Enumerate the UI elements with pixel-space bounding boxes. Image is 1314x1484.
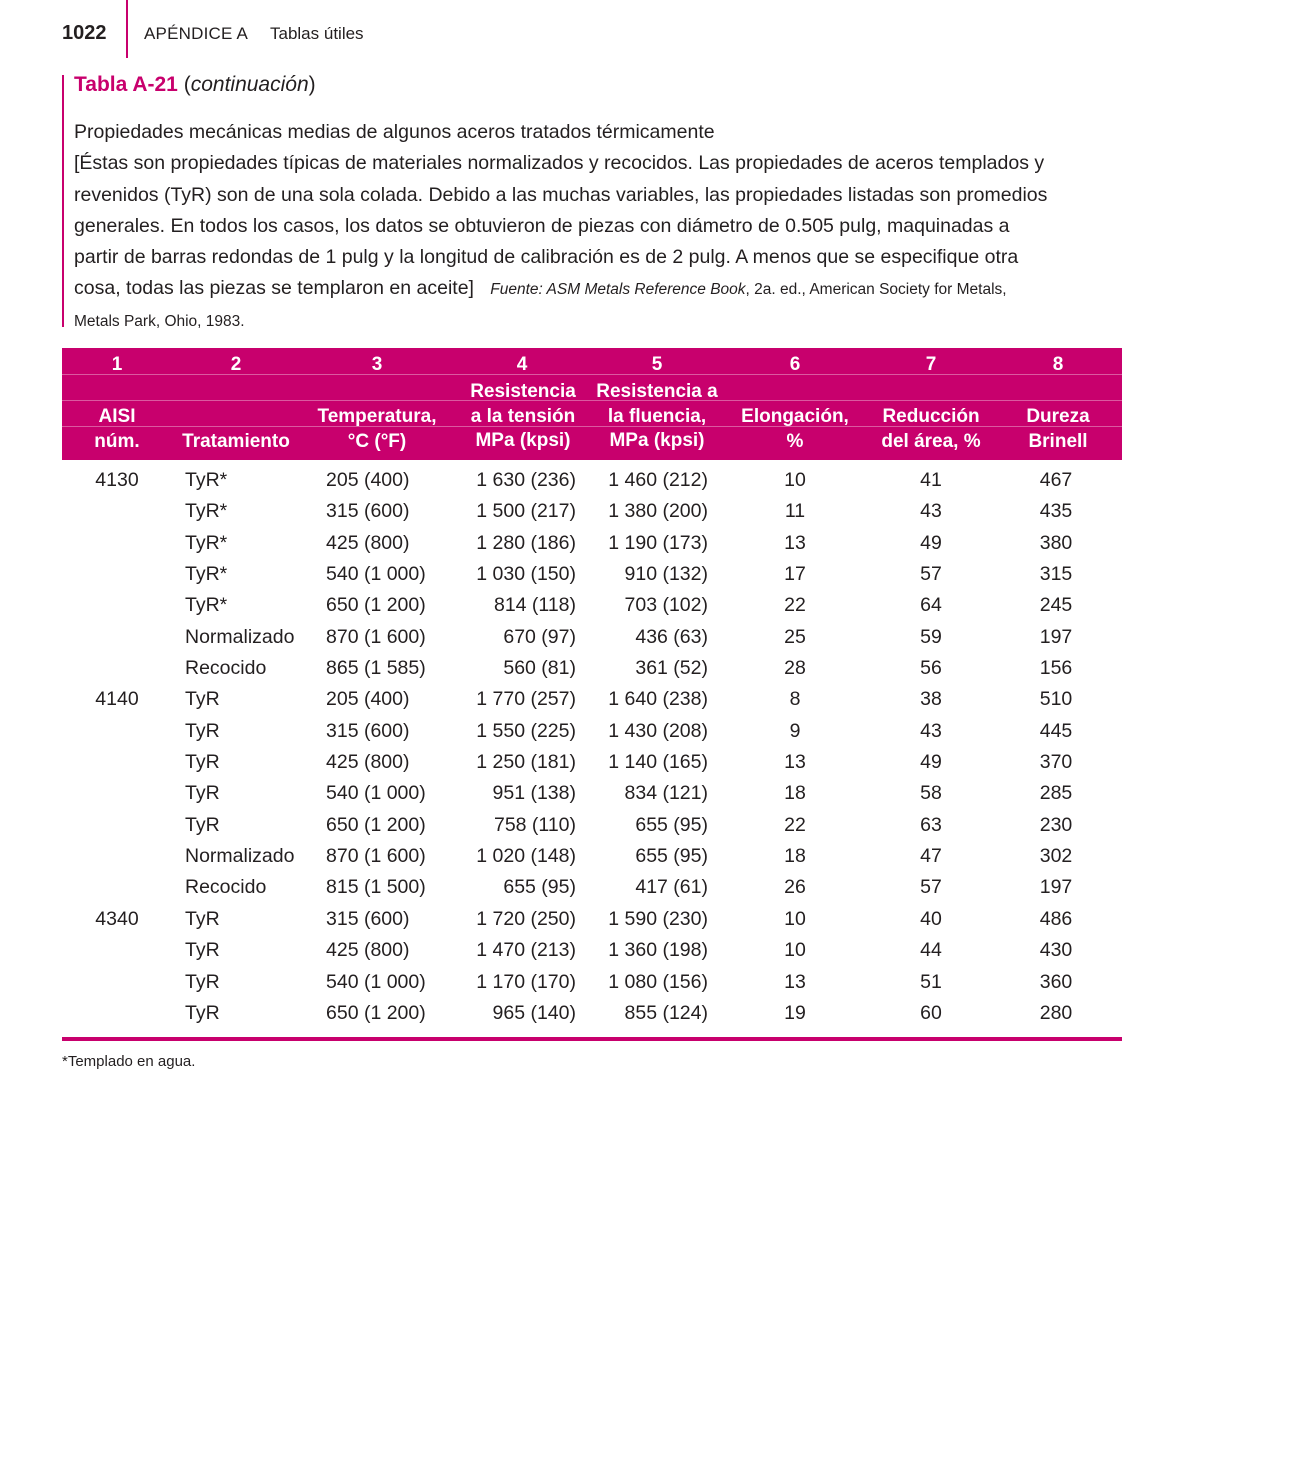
cell-temperatura: 650 (1 200) bbox=[326, 594, 426, 617]
cell-resistencia-tension: 1 470 (213) bbox=[476, 939, 576, 962]
caption-line-text: cosa, todas las piezas se templaron en aceite] bbox=[74, 277, 474, 300]
table-row bbox=[62, 560, 1122, 591]
cell-resistencia-tension: 965 (140) bbox=[492, 1001, 576, 1024]
cell-temperatura: 315 (600) bbox=[326, 719, 410, 742]
cell-dureza-brinell: 360 bbox=[1039, 970, 1073, 993]
column-number: 2 bbox=[230, 354, 242, 375]
cell-elongacion: 13 bbox=[784, 970, 806, 993]
cell-dureza-brinell: 435 bbox=[1039, 500, 1073, 523]
header-text: Resistencia bbox=[470, 381, 576, 402]
table-body bbox=[62, 466, 1122, 1030]
cell-temperatura: 815 (1 500) bbox=[326, 876, 426, 899]
cell-tratamiento: TyR bbox=[185, 970, 220, 993]
header-text: °C (°F) bbox=[347, 430, 407, 452]
cell-elongacion: 13 bbox=[784, 531, 806, 554]
cell-resistencia-fluencia: 655 (95) bbox=[635, 845, 708, 868]
table-footnote: *Templado en agua. bbox=[62, 1053, 196, 1070]
table-row bbox=[62, 748, 1122, 779]
cell-reduccion-area: 49 bbox=[920, 531, 942, 554]
appendix-title: Tablas útiles bbox=[270, 24, 364, 43]
source-title: Fuente: ASM Metals Reference Book bbox=[490, 281, 746, 299]
cell-reduccion-area: 60 bbox=[920, 1001, 942, 1024]
cell-reduccion-area: 47 bbox=[920, 845, 942, 868]
cell-reduccion-area: 43 bbox=[920, 500, 942, 523]
cell-resistencia-tension: 1 630 (236) bbox=[476, 469, 576, 491]
table-row bbox=[62, 779, 1122, 810]
table-row bbox=[62, 717, 1122, 748]
source-end: Metals Park, Ohio, 1983. bbox=[74, 312, 245, 330]
cell-tratamiento: TyR* bbox=[185, 594, 228, 617]
column-number: 7 bbox=[925, 354, 937, 375]
cell-temperatura: 425 (800) bbox=[326, 939, 410, 962]
page-number: 1022 bbox=[62, 22, 107, 44]
column-number: 8 bbox=[1052, 354, 1064, 375]
cell-tratamiento: Recocido bbox=[185, 876, 267, 899]
cell-reduccion-area: 56 bbox=[920, 657, 942, 680]
cell-dureza-brinell: 280 bbox=[1039, 1001, 1073, 1024]
cell-reduccion-area: 51 bbox=[920, 970, 942, 993]
cell-elongacion: 11 bbox=[784, 500, 806, 523]
cell-tratamiento: TyR bbox=[185, 688, 220, 711]
caption-line: [Éstas son propiedades típicas de materiales normalizados y recocidos. Las propiedades de aceros templados y bbox=[74, 152, 1045, 175]
header-text: Brinell bbox=[1028, 430, 1088, 452]
header-text: núm. bbox=[94, 430, 140, 452]
cell-reduccion-area: 59 bbox=[920, 625, 942, 648]
header-text: la fluencia, bbox=[607, 405, 707, 427]
cell-resistencia-tension: 1 280 (186) bbox=[476, 531, 576, 554]
cell-reduccion-area: 43 bbox=[920, 719, 942, 742]
cell-reduccion-area: 40 bbox=[920, 907, 942, 930]
cell-reduccion-area: 41 bbox=[920, 469, 942, 491]
cell-resistencia-fluencia: 1 460 (212) bbox=[608, 469, 708, 491]
header-text: AISI bbox=[98, 406, 136, 427]
column-header-dureza bbox=[1008, 405, 1108, 454]
cell-resistencia-fluencia: 1 190 (173) bbox=[608, 531, 708, 554]
cell-resistencia-fluencia: 1 360 (198) bbox=[608, 939, 708, 962]
table-title bbox=[74, 73, 316, 97]
header-text: a la tensión bbox=[470, 405, 576, 427]
cell-temperatura: 540 (1 000) bbox=[326, 782, 426, 805]
table-row bbox=[62, 623, 1122, 654]
table-row bbox=[62, 466, 1122, 497]
cell-resistencia-fluencia: 1 640 (238) bbox=[608, 688, 708, 711]
cell-resistencia-fluencia: 655 (95) bbox=[635, 813, 708, 836]
table-row bbox=[62, 968, 1122, 999]
cell-temperatura: 870 (1 600) bbox=[326, 845, 426, 868]
cell-elongacion: 22 bbox=[784, 813, 806, 836]
cell-tratamiento: TyR bbox=[185, 751, 220, 774]
caption-side-rule bbox=[62, 75, 64, 327]
source-details: , 2a. ed., American Society for Metals, bbox=[745, 281, 1007, 299]
header-text: Resistencia a bbox=[596, 381, 718, 402]
cell-temperatura: 205 (400) bbox=[326, 688, 410, 711]
table-row bbox=[62, 654, 1122, 685]
table-number: Tabla A-21 bbox=[74, 73, 178, 96]
cell-aisi: 4340 bbox=[95, 907, 139, 930]
column-header-tratamiento bbox=[172, 430, 300, 455]
header-text: Reducción bbox=[882, 406, 980, 427]
cell-reduccion-area: 63 bbox=[920, 813, 942, 836]
cell-tratamiento: Recocido bbox=[185, 657, 267, 680]
cell-resistencia-tension: 1 500 (217) bbox=[476, 500, 576, 523]
table-continuation: continuación bbox=[190, 73, 309, 96]
cell-resistencia-tension: 1 030 (150) bbox=[476, 563, 576, 586]
cell-elongacion: 19 bbox=[784, 1001, 806, 1024]
table-bottom-rule bbox=[62, 1037, 1122, 1041]
cell-resistencia-fluencia: 703 (102) bbox=[624, 594, 708, 617]
cell-elongacion: 18 bbox=[784, 782, 806, 805]
cell-dureza-brinell: 285 bbox=[1039, 782, 1073, 805]
cell-reduccion-area: 57 bbox=[920, 876, 942, 899]
cell-temperatura: 540 (1 000) bbox=[326, 563, 426, 586]
column-number: 3 bbox=[371, 354, 383, 375]
column-header-temperatura bbox=[310, 405, 444, 454]
cell-temperatura: 205 (400) bbox=[326, 469, 410, 491]
cell-tratamiento: Normalizado bbox=[185, 845, 295, 868]
cell-resistencia-fluencia: 361 (52) bbox=[635, 657, 708, 680]
cell-resistencia-fluencia: 855 (124) bbox=[624, 1001, 708, 1024]
cell-temperatura: 425 (800) bbox=[326, 751, 410, 774]
cell-temperatura: 865 (1 585) bbox=[326, 657, 426, 680]
column-number: 4 bbox=[516, 354, 528, 375]
cell-resistencia-tension: 758 (110) bbox=[493, 813, 576, 836]
cell-tratamiento: TyR bbox=[185, 719, 220, 742]
table-row bbox=[62, 529, 1122, 560]
column-number: 5 bbox=[651, 354, 663, 375]
cell-reduccion-area: 58 bbox=[920, 782, 942, 805]
caption-last-line bbox=[74, 273, 1134, 305]
table-row bbox=[62, 811, 1122, 842]
cell-resistencia-fluencia: 1 140 (165) bbox=[608, 751, 708, 774]
table-row bbox=[62, 591, 1122, 622]
caption-line: revenidos (TyR) son de una sola colada. Debido a las muchas variables, las propiedades listadas son promedios bbox=[74, 183, 1048, 206]
cell-resistencia-tension: 814 (118) bbox=[493, 594, 576, 617]
cell-elongacion: 25 bbox=[784, 625, 806, 648]
cell-elongacion: 10 bbox=[784, 907, 806, 930]
cell-elongacion: 9 bbox=[789, 719, 801, 742]
header-text: Dureza bbox=[1026, 406, 1090, 427]
cell-reduccion-area: 38 bbox=[920, 688, 942, 711]
cell-dureza-brinell: 445 bbox=[1039, 719, 1073, 742]
column-header-tension bbox=[462, 380, 584, 454]
cell-dureza-brinell: 197 bbox=[1039, 625, 1073, 648]
cell-tratamiento: TyR* bbox=[185, 563, 228, 586]
cell-temperatura: 425 (800) bbox=[326, 531, 410, 554]
cell-dureza-brinell: 430 bbox=[1039, 939, 1073, 962]
table-row bbox=[62, 685, 1122, 716]
table-caption bbox=[74, 117, 1134, 337]
cell-tratamiento: TyR* bbox=[185, 531, 228, 554]
cell-temperatura: 650 (1 200) bbox=[326, 813, 426, 836]
header-text: Temperatura, bbox=[317, 406, 437, 427]
cell-resistencia-fluencia: 436 (63) bbox=[635, 625, 708, 648]
cell-temperatura: 870 (1 600) bbox=[326, 625, 426, 648]
column-header-reduccion bbox=[868, 405, 994, 454]
header-text: del área, % bbox=[881, 430, 981, 452]
cell-dureza-brinell: 156 bbox=[1039, 657, 1073, 680]
paren-open: ( bbox=[183, 73, 191, 96]
cell-dureza-brinell: 510 bbox=[1039, 688, 1073, 711]
cell-elongacion: 13 bbox=[784, 751, 806, 774]
header-text: MPa (kpsi) bbox=[475, 430, 571, 451]
cell-resistencia-fluencia: 1 380 (200) bbox=[608, 500, 708, 523]
cell-tratamiento: TyR bbox=[185, 1001, 220, 1024]
cell-elongacion: 8 bbox=[789, 688, 801, 711]
cell-resistencia-tension: 1 170 (170) bbox=[476, 970, 576, 993]
column-header-aisi bbox=[62, 405, 172, 454]
cell-temperatura: 540 (1 000) bbox=[326, 970, 426, 993]
table-header bbox=[62, 348, 1122, 460]
cell-resistencia-tension: 951 (138) bbox=[492, 782, 576, 805]
cell-temperatura: 315 (600) bbox=[326, 907, 410, 930]
cell-tratamiento: TyR bbox=[185, 782, 220, 805]
cell-resistencia-fluencia: 1 590 (230) bbox=[608, 907, 708, 930]
cell-elongacion: 10 bbox=[784, 939, 806, 962]
cell-reduccion-area: 49 bbox=[920, 751, 942, 774]
cell-elongacion: 18 bbox=[784, 845, 806, 868]
cell-dureza-brinell: 486 bbox=[1039, 907, 1073, 930]
cell-elongacion: 17 bbox=[784, 563, 806, 586]
cell-dureza-brinell: 230 bbox=[1039, 813, 1073, 836]
cell-resistencia-tension: 1 770 (257) bbox=[476, 688, 576, 711]
appendix-label: APÉNDICE A bbox=[144, 24, 249, 43]
header-text: Elongación, bbox=[741, 406, 849, 427]
table-row bbox=[62, 999, 1122, 1030]
cell-temperatura: 315 (600) bbox=[326, 500, 410, 523]
cell-resistencia-tension: 655 (95) bbox=[503, 876, 576, 899]
cell-reduccion-area: 57 bbox=[920, 563, 942, 586]
cell-resistencia-fluencia: 1 080 (156) bbox=[608, 970, 708, 993]
cell-resistencia-fluencia: 1 430 (208) bbox=[608, 719, 708, 742]
cell-tratamiento: TyR* bbox=[185, 469, 228, 491]
cell-tratamiento: TyR bbox=[185, 907, 220, 930]
cell-resistencia-tension: 1 250 (181) bbox=[476, 751, 576, 774]
cell-elongacion: 10 bbox=[784, 469, 806, 491]
column-header-elongacion bbox=[732, 405, 858, 454]
cell-dureza-brinell: 245 bbox=[1039, 594, 1073, 617]
table-row bbox=[62, 497, 1122, 528]
cell-reduccion-area: 64 bbox=[920, 594, 942, 617]
cell-resistencia-tension: 670 (97) bbox=[503, 625, 576, 648]
cell-dureza-brinell: 370 bbox=[1039, 751, 1073, 774]
cell-resistencia-fluencia: 910 (132) bbox=[624, 563, 708, 586]
cell-dureza-brinell: 197 bbox=[1039, 876, 1073, 899]
cell-tratamiento: Normalizado bbox=[185, 625, 295, 648]
table-row bbox=[62, 842, 1122, 873]
table-row bbox=[62, 873, 1122, 904]
header-text: Tratamiento bbox=[182, 431, 290, 452]
header-text: % bbox=[786, 430, 804, 452]
cell-resistencia-tension: 1 020 (148) bbox=[476, 845, 576, 868]
cell-elongacion: 28 bbox=[784, 657, 806, 680]
paren-close: ) bbox=[308, 73, 316, 96]
cell-resistencia-fluencia: 834 (121) bbox=[624, 782, 708, 805]
cell-tratamiento: TyR* bbox=[185, 500, 228, 523]
cell-aisi: 4140 bbox=[95, 688, 139, 711]
caption-line: generales. En todos los casos, los datos se obtuvieron de piezas con diámetro de 0.505 pulg, maquinadas a bbox=[74, 214, 1010, 237]
cell-elongacion: 22 bbox=[784, 594, 806, 617]
cell-resistencia-tension: 1 720 (250) bbox=[476, 907, 576, 930]
cell-dureza-brinell: 380 bbox=[1039, 531, 1073, 554]
cell-dureza-brinell: 315 bbox=[1039, 563, 1073, 586]
cell-dureza-brinell: 467 bbox=[1039, 469, 1073, 491]
cell-aisi: 4130 bbox=[95, 469, 139, 491]
header-text: MPa (kpsi) bbox=[609, 430, 705, 451]
cell-resistencia-tension: 560 (81) bbox=[503, 657, 576, 680]
column-number: 1 bbox=[111, 354, 123, 375]
caption-line: partir de barras redondas de 1 pulg y la longitud de calibración es de 2 pulg. A menos que se especifique otra bbox=[74, 246, 1019, 269]
cell-reduccion-area: 44 bbox=[920, 939, 942, 962]
cell-elongacion: 26 bbox=[784, 876, 806, 899]
cell-temperatura: 650 (1 200) bbox=[326, 1001, 426, 1024]
cell-tratamiento: TyR bbox=[185, 939, 220, 962]
cell-resistencia-fluencia: 417 (61) bbox=[635, 876, 708, 899]
cell-dureza-brinell: 302 bbox=[1039, 845, 1073, 868]
caption-line: Propiedades mecánicas medias de algunos aceros tratados térmicamente bbox=[74, 121, 715, 143]
cell-resistencia-tension: 1 550 (225) bbox=[476, 719, 576, 742]
cell-tratamiento: TyR bbox=[185, 813, 220, 836]
head-divider bbox=[126, 0, 128, 58]
column-header-fluencia bbox=[590, 380, 724, 454]
table-row bbox=[62, 936, 1122, 967]
table-row bbox=[62, 905, 1122, 936]
column-number: 6 bbox=[789, 354, 801, 375]
